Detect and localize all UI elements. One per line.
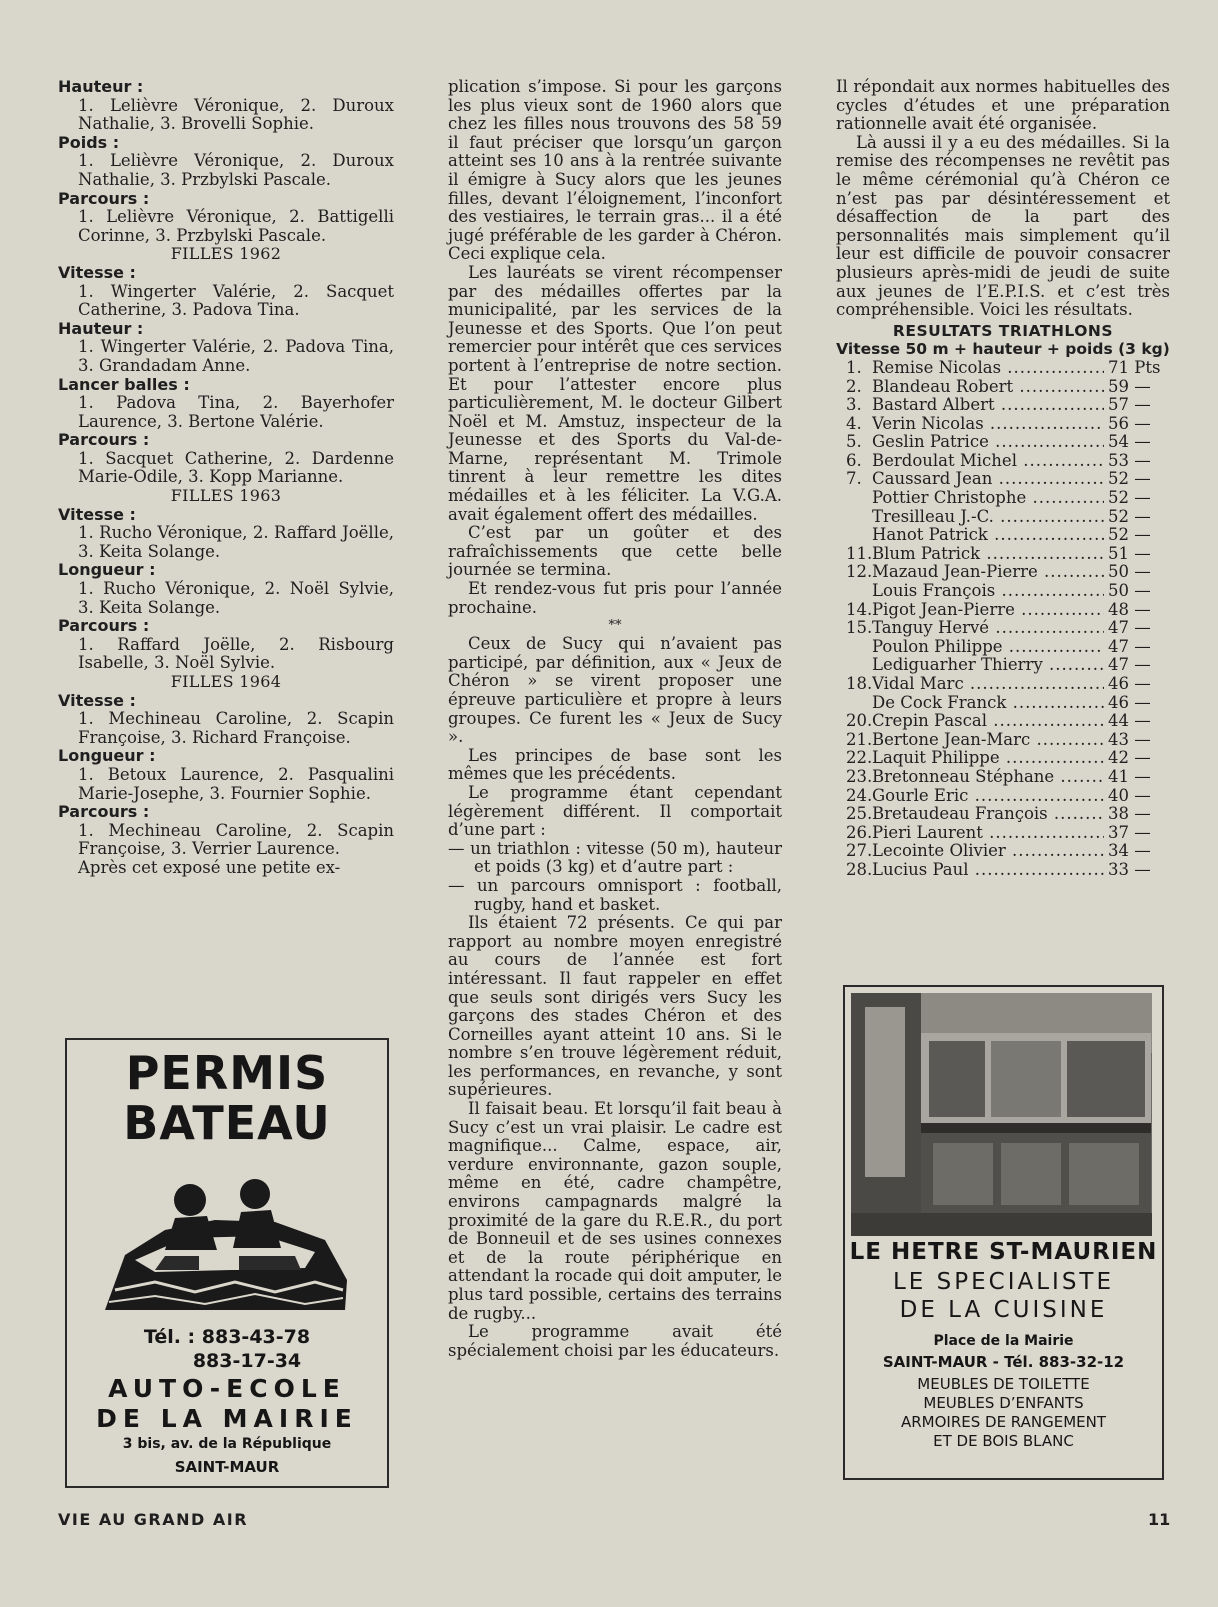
result-rank: 20. — [846, 711, 873, 731]
paragraph: plication s’impose. Si pour les garçons les plus vieux sont de 1960 alors que chez les filles nous trouvons des 58 59 il faut préciser que lorsqu’un garçon atteint ses 10 ans à la rentrée suivante il émigre à Sucy alors que les jeunes filles, devant l’éloignement, l’inconfort des vestiaires, le terrain gras... il a été jugé préférable de les garder à Chéron. Ceci explique cela. — [448, 77, 782, 264]
result-name: Verin Nicolas ..... — [872, 415, 1104, 434]
result-name: Pieri Laurent ..... — [872, 824, 1104, 843]
paragraph: 1. Raffard Joëlle, 2. Risbourg Isabelle, 3. Noël Sylvie. — [78, 634, 394, 673]
page-number: 11 — [1148, 1510, 1171, 1529]
result-row — [836, 433, 1170, 452]
result-row — [836, 508, 1170, 527]
paragraph: 1. Lelièvre Véronique, 2. Duroux Nathalie, 3. Przbylski Pascale. — [78, 151, 394, 189]
result-rank: 25. — [846, 804, 873, 824]
result-name: Lucius Paul ..... — [872, 861, 1104, 880]
event-label: Longueur : — [58, 560, 156, 580]
paragraph: Après cet exposé une petite ex- — [78, 857, 341, 877]
boat-illustration — [95, 1160, 357, 1314]
result-rank: 11. — [846, 543, 873, 563]
result-row — [836, 452, 1170, 471]
result-points: 56 — — [1108, 413, 1151, 433]
results-list — [836, 359, 1170, 880]
result-rank: 24. — [846, 785, 873, 805]
result-row — [836, 731, 1170, 750]
paragraph: Là aussi il y a eu des médailles. Si la remise des récompenses ne revêtit pas le même cérémonial qu’à Chéron ce n’est pas par désintéressement et désaffection de la part des personnalités mais simplement qu’il leur est difficile de pouvoir consacrer plusieurs après-midi de jeudi de suite aux jeunes de l’E.P.I.S. et c’est très compréhensible. Voici les résultats. — [836, 132, 1170, 320]
result-row — [836, 563, 1170, 582]
paragraph: Il faisait beau. Et lorsqu’il fait beau à Sucy c’est un vrai plaisir. Le cadre est magnifique... Calme, espace, air, verdure environnante, gazon souple, même en été, cadre champêtre, environs campagnards malgré la proximité de la gare du R.E.R., du port de Bonneuil et de ses usines connexes et de la route périphérique en attendant la rocade qui doit amputer, le plus tard possible, certains des terrains de rugby... — [448, 1099, 782, 1323]
result-rank: 7. — [846, 469, 862, 489]
result-name: Gourle Eric ..... — [872, 787, 1104, 806]
result-points: 46 — — [1108, 692, 1151, 712]
ad-hetre-st-maurien — [843, 985, 1164, 1480]
result-name: Bretaudeau François ..... — [872, 805, 1104, 824]
paragraph: C’est par un goûter et des rafraîchissements que cette belle journée se termina. — [448, 523, 782, 580]
result-points: 50 — — [1108, 562, 1151, 582]
column-1 — [58, 78, 394, 878]
result-rank: 22. — [846, 748, 873, 768]
result-name: Tresilleau J.-C. ..... — [872, 508, 1104, 527]
category-heading: FILLES 1962 — [170, 244, 282, 264]
result-row — [836, 526, 1170, 545]
paragraph: Les principes de base sont les mêmes que les précédents. — [448, 745, 782, 784]
result-points: 53 — — [1108, 450, 1151, 470]
result-row — [836, 378, 1170, 397]
ad-phone-2: 883-17-34 — [192, 1350, 302, 1372]
category-heading: FILLES 1963 — [170, 486, 282, 506]
result-row — [836, 656, 1170, 675]
result-name: Bertone Jean-Marc ..... — [872, 731, 1104, 750]
result-name: Tanguy Hervé ..... — [872, 619, 1104, 638]
ad-headline-2: BATEAU — [123, 1096, 331, 1150]
separator-stars: ** — [608, 618, 622, 634]
event-label: Parcours : — [58, 430, 150, 450]
result-row — [836, 396, 1170, 415]
event-label: Parcours : — [58, 188, 150, 208]
paragraph: Il répondait aux normes habituelles des cycles d’études et une préparation rationnelle avait été organisée. — [836, 77, 1170, 134]
column-3-text — [836, 78, 1170, 320]
result-points: 47 — — [1108, 618, 1151, 638]
magazine-title: VIE AU GRAND AIR — [58, 1510, 249, 1529]
paragraph: — un triathlon : vitesse (50 m), hauteur et poids (3 kg) et d’autre part : — [448, 838, 782, 877]
ad-city: SAINT-MAUR — [174, 1458, 280, 1476]
result-points: 52 — — [1108, 488, 1151, 508]
ad-place: Place de la Mairie — [933, 1333, 1074, 1349]
result-points: 50 — — [1108, 581, 1151, 601]
result-rank: 2. — [846, 376, 862, 396]
result-points: 52 — — [1108, 506, 1151, 526]
event-label: Poids : — [58, 132, 120, 152]
result-name: Louis François ..... — [872, 582, 1104, 601]
result-rank: 3. — [846, 395, 862, 415]
paragraph: Les lauréats se virent récompenser par des médailles offertes par la municipalité, par les services de la Jeunesse et des Sports. Que l’on peut remercier pour intérêt que ces services portent à l’entreprise de notre section. Et pour l’attester encore plus particulièrement, M. le docteur Gilbert Noël et M. Amstuz, inspecteur de la Jeunesse et des Sports du Val-de-Marne, représentant M. Trimole tinrent à leur remettre les dites médailles et à les féliciter. La V.G.A. avait également offert des médailles. — [448, 262, 782, 524]
ad-item-4: ET DE BOIS BLANC — [933, 1432, 1074, 1450]
result-points: 52 — — [1108, 525, 1151, 545]
event-label: Vitesse : — [58, 690, 136, 710]
event-label: Longueur : — [58, 746, 156, 766]
result-rank: 21. — [846, 729, 873, 749]
paragraph: 1. Padova Tina, 2. Bayerhofer Laurence, 3. Bertone Valérie. — [78, 393, 394, 431]
result-points: 41 — — [1108, 766, 1151, 786]
ad-tagline-2: DE LA CUISINE — [899, 1297, 1108, 1323]
event-label: Hauteur : — [58, 318, 144, 338]
paragraph: 1. Rucho Véronique, 2. Raffard Joëlle, 3. Keita Solange. — [78, 523, 394, 561]
result-points: 44 — — [1108, 711, 1151, 731]
result-points: 37 — — [1108, 822, 1151, 842]
paragraph: 1. Lelièvre Véronique, 2. Duroux Nathalie, 3. Brovelli Sophie. — [78, 95, 394, 134]
result-points: 57 — — [1108, 395, 1151, 415]
result-name: Lecointe Olivier ..... — [872, 842, 1104, 861]
result-points: 38 — — [1108, 804, 1151, 824]
result-rank: 18. — [846, 674, 873, 693]
paragraph: 1. Mechineau Caroline, 2. Scapin Françoise, 3. Richard Françoise. — [78, 709, 394, 747]
result-name: De Cock Franck ..... — [872, 694, 1104, 713]
ad-item-3: ARMOIRES DE RANGEMENT — [900, 1413, 1107, 1431]
result-row — [836, 638, 1170, 657]
result-row — [836, 619, 1170, 638]
result-rank: 1. — [846, 357, 862, 377]
result-name: Pottier Christophe ..... — [872, 489, 1104, 508]
paragraph: 1. Mechineau Caroline, 2. Scapin Françoise, 3. Verrier Laurence. — [78, 820, 394, 859]
category-heading: FILLES 1964 — [170, 672, 282, 691]
result-points: 71 Pts — [1108, 357, 1161, 377]
result-row — [836, 582, 1170, 601]
results-title: RESULTATS TRIATHLONS — [892, 321, 1114, 340]
result-rank: 15. — [846, 618, 873, 638]
result-points: 47 — — [1108, 655, 1151, 675]
paragraph: 1. Wingerter Valérie, 2. Padova Tina, 3. Grandadam Anne. — [78, 337, 394, 375]
results-subtitle: Vitesse 50 m + hauteur + poids (3 kg) — [836, 340, 1170, 359]
result-name: Berdoulat Michel ..... — [872, 452, 1104, 471]
paragraph: Ceux de Sucy qui n’avaient pas participé, par définition, aux « Jeux de Chéron » se virent proposer une épreuve particulière et propre à leurs groupes. Ce furent les « Jeux de Sucy ». — [448, 634, 782, 747]
ad-permis-bateau — [65, 1038, 389, 1488]
ad-headline-1: PERMIS — [125, 1046, 329, 1100]
ad-city-phone: SAINT-MAUR - Tél. 883-32-12 — [882, 1353, 1125, 1371]
result-points: 48 — — [1108, 599, 1151, 619]
result-name: Poulon Philippe ..... — [872, 638, 1104, 657]
result-rank: 23. — [846, 766, 873, 786]
column-3 — [836, 78, 1170, 880]
result-name: Blandeau Robert ..... — [872, 378, 1104, 397]
event-label: Hauteur : — [58, 77, 144, 96]
result-name: Pigot Jean-Pierre ..... — [872, 601, 1104, 620]
event-label: Vitesse : — [58, 262, 136, 282]
paragraph: Le programme avait été spécialement choisi par les éducateurs. — [448, 1322, 782, 1360]
result-name: Geslin Patrice ..... — [872, 433, 1104, 452]
result-points: 59 — — [1108, 376, 1151, 396]
paragraph: Le programme étant cependant légèrement différent. Il comportait d’une part : — [448, 782, 782, 840]
ad-brand: LE HETRE ST-MAURIEN — [849, 1239, 1158, 1265]
result-points: 51 — — [1108, 543, 1151, 563]
result-row — [836, 694, 1170, 713]
result-name: Hanot Patrick ..... — [872, 526, 1104, 545]
result-name: Blum Patrick ..... — [872, 545, 1104, 564]
column-2 — [448, 78, 782, 1360]
result-row — [836, 712, 1170, 731]
event-label: Parcours : — [58, 616, 150, 636]
paragraph: Ils étaient 72 présents. Ce qui par rapport au nombre moyen enregistré au cours de l’année est fort intéressant. Il faut rappeler en effet que seuls sont dirigés vers Sucy les garçons des stades Chéron et des Corneilles ayant atteint 10 ans. Si le nombre s’en trouve légèrement réduit, les performances, en revanche, y sont supérieures. — [448, 913, 782, 1100]
result-points: 46 — — [1108, 674, 1151, 693]
result-points: 54 — — [1108, 432, 1151, 452]
result-row — [836, 601, 1170, 620]
ad-item-1: MEUBLES DE TOILETTE — [917, 1375, 1090, 1393]
ad-name-1: AUTO-ECOLE — [108, 1374, 346, 1403]
result-points: 47 — — [1108, 636, 1151, 656]
result-name: Laquit Philippe ..... — [872, 749, 1104, 768]
ad-address: 3 bis, av. de la République — [122, 1436, 332, 1452]
result-name: Bastard Albert ..... — [872, 396, 1104, 415]
result-row — [836, 545, 1170, 564]
result-row — [836, 415, 1170, 434]
result-row — [836, 359, 1170, 378]
result-rank: 27. — [846, 841, 873, 861]
result-name: Lediguarher Thierry ..... — [872, 656, 1104, 675]
result-row — [836, 805, 1170, 824]
result-row — [836, 824, 1170, 843]
result-row — [836, 842, 1170, 861]
paragraph: 1. Wingerter Valérie, 2. Sacquet Catherine, 3. Padova Tina. — [78, 281, 394, 320]
result-row — [836, 675, 1170, 694]
paragraph: 1. Rucho Véronique, 2. Noël Sylvie, 3. Keita Solange. — [78, 579, 394, 617]
result-rank: 4. — [846, 413, 862, 433]
result-name: Caussard Jean ..... — [872, 470, 1104, 489]
event-label: Lancer balles : — [58, 374, 190, 394]
event-label: Vitesse : — [58, 504, 136, 524]
event-label: Parcours : — [58, 802, 150, 822]
result-name: Mazaud Jean-Pierre ..... — [872, 563, 1104, 582]
ad-name-2: DE LA MAIRIE — [96, 1404, 358, 1433]
result-rank: 6. — [846, 450, 862, 470]
ad-item-2: MEUBLES D’ENFANTS — [923, 1394, 1084, 1412]
result-row — [836, 489, 1170, 508]
result-row — [836, 470, 1170, 489]
result-name: Crepin Pascal ..... — [872, 712, 1104, 731]
result-row — [836, 861, 1170, 880]
result-rank: 26. — [846, 822, 873, 842]
result-row — [836, 768, 1170, 787]
result-name: Vidal Marc ..... — [872, 675, 1104, 694]
result-rank: 28. — [846, 859, 873, 879]
result-points: 43 — — [1108, 729, 1151, 749]
result-rank: 12. — [846, 562, 873, 582]
kitchen-photo — [851, 993, 1152, 1236]
result-rank: 14. — [846, 599, 873, 619]
result-row — [836, 787, 1170, 806]
result-row — [836, 749, 1170, 768]
result-name: Remise Nicolas ..... — [872, 359, 1104, 378]
paragraph: — un parcours omnisport : football, rugby, hand et basket. — [448, 875, 782, 914]
result-points: 33 — — [1108, 859, 1151, 879]
paragraph: Et rendez-vous fut pris pour l’année prochaine. — [448, 579, 782, 617]
paragraph: 1. Lelièvre Véronique, 2. Battigelli Corinne, 3. Przbylski Pascale. — [78, 207, 394, 245]
result-rank: 5. — [846, 432, 862, 452]
result-name: Bretonneau Stéphane ..... — [872, 768, 1104, 787]
paragraph: 1. Betoux Laurence, 2. Pasqualini Marie-Josephe, 3. Fournier Sophie. — [78, 764, 394, 803]
ad-phone-1: Tél. : 883-43-78 — [143, 1326, 311, 1348]
result-points: 40 — — [1108, 785, 1151, 805]
result-points: 42 — — [1108, 748, 1151, 768]
ad-tagline-1: LE SPECIALISTE — [892, 1269, 1114, 1295]
paragraph: 1. Sacquet Catherine, 2. Dardenne Marie-Odile, 3. Kopp Marianne. — [78, 448, 394, 487]
result-points: 52 — — [1108, 469, 1151, 489]
result-points: 34 — — [1108, 841, 1151, 861]
